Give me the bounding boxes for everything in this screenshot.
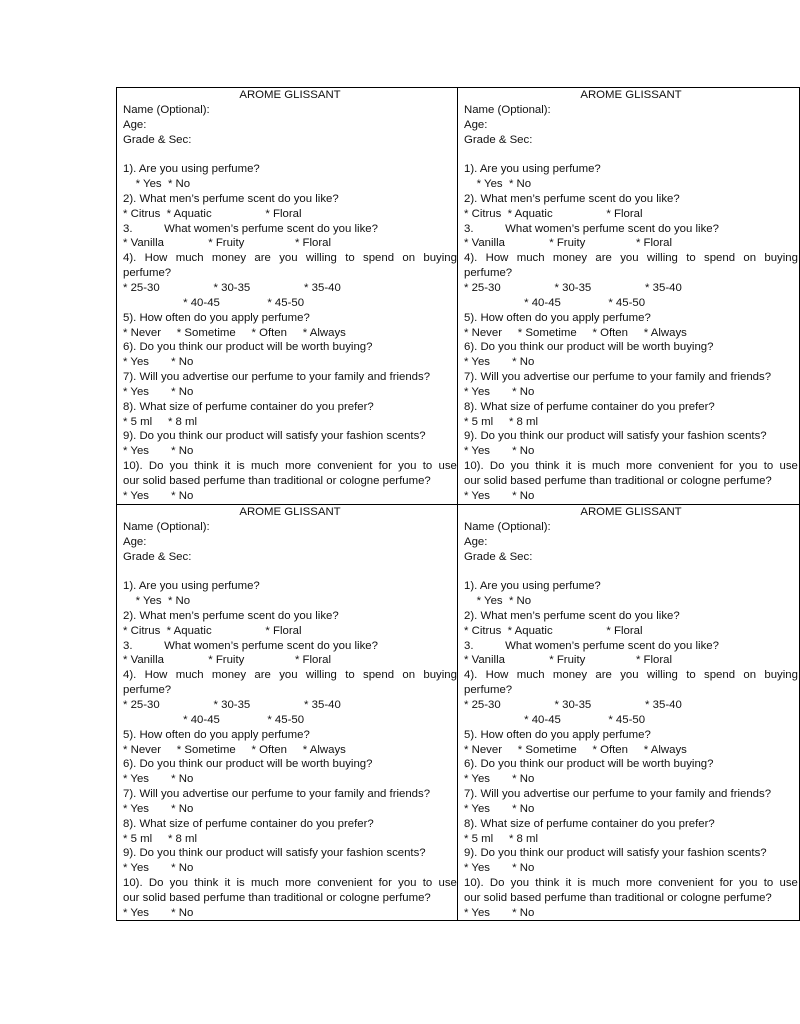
- word: think: [194, 877, 219, 890]
- word: willing: [305, 252, 337, 265]
- word: 10).: [123, 877, 143, 890]
- word: buying: [764, 252, 798, 265]
- question-2-options: * Citrus * Aquatic * Floral: [123, 624, 302, 637]
- word: to: [686, 669, 696, 682]
- word: to: [763, 460, 774, 473]
- word: 4).: [123, 669, 137, 682]
- question-10: [123, 876, 457, 891]
- survey-card-top-left: [123, 88, 457, 502]
- word: much: [175, 252, 204, 265]
- survey-card-bottom-left: [123, 505, 457, 919]
- word: use: [779, 460, 798, 473]
- question-4-options-row-1: * 25-30 * 30-35 * 35-40: [123, 281, 341, 294]
- word: 4).: [464, 669, 478, 682]
- question-5-options: * Never * Sometime * Often * Always: [123, 743, 346, 756]
- question-3-options: * Vanilla * Fruity * Floral: [464, 654, 673, 667]
- question-6-options: * Yes * No: [123, 773, 194, 786]
- question-5: 5). How often do you apply perfume?: [123, 311, 310, 324]
- question-1-options: * Yes * No: [464, 178, 532, 191]
- question-4-options-row-1: * 25-30 * 30-35 * 35-40: [464, 281, 682, 294]
- question-2-options: * Citrus * Aquatic * Floral: [464, 624, 643, 637]
- question-4-options-row-2: * 40-45 * 45-50: [464, 296, 646, 309]
- question-10-options: * Yes * No: [464, 906, 535, 919]
- question-2-options: * Citrus * Aquatic * Floral: [464, 207, 643, 220]
- word: it: [565, 460, 572, 473]
- question-5-options: * Never * Sometime * Often * Always: [123, 326, 346, 339]
- word: 4).: [123, 252, 137, 265]
- question-5: 5). How often do you apply perfume?: [464, 311, 651, 324]
- question-10-continued: our solid based perfume than traditional or cologne perfume?: [123, 474, 431, 487]
- word: buying: [423, 252, 457, 265]
- word: you: [739, 460, 758, 473]
- question-6: 6). Do you think our product will be worth buying?: [123, 758, 373, 771]
- question-10: [123, 459, 457, 474]
- name-label: Name (Optional):: [464, 103, 551, 116]
- word: 4).: [464, 252, 478, 265]
- question-7-options: * Yes * No: [123, 385, 194, 398]
- question-7: 7). Will you advertise our perfume to your family and friends?: [123, 371, 431, 384]
- blank-line: [123, 564, 457, 579]
- question-6-options: * Yes * No: [123, 356, 194, 369]
- word: on: [743, 252, 757, 265]
- question-6: 6). Do you think our product will be worth buying?: [464, 341, 714, 354]
- question-4-continued: perfume?: [464, 684, 513, 697]
- word: for: [378, 460, 392, 473]
- question-2: 2). What men’s perfume scent do you like?: [464, 609, 680, 622]
- word: Do: [148, 460, 164, 473]
- word: willing: [646, 252, 678, 265]
- question-3-options: * Vanilla * Fruity * Floral: [464, 237, 673, 250]
- word: willing: [646, 669, 678, 682]
- word: to: [422, 460, 433, 473]
- question-8-options: * 5 ml * 8 ml: [464, 832, 539, 845]
- word: much: [175, 669, 204, 682]
- question-4: [123, 668, 457, 683]
- word: money: [211, 252, 247, 265]
- question-10-options: * Yes * No: [123, 489, 194, 502]
- title: AROME GLISSANT: [580, 506, 682, 518]
- question-10-continued: our solid based perfume than traditional or cologne perfume?: [464, 474, 772, 487]
- word: buying: [423, 669, 457, 682]
- question-4-options-row-2: * 40-45 * 45-50: [123, 296, 305, 309]
- blank-line: [464, 147, 798, 162]
- word: buying: [764, 669, 798, 682]
- word: 10).: [123, 460, 143, 473]
- word: for: [719, 460, 733, 473]
- survey-sheet: [116, 87, 798, 921]
- question-8-options: * 5 ml * 8 ml: [123, 415, 198, 428]
- question-3: 3. What women’s perfume scent do you like?: [464, 639, 719, 652]
- word: to: [345, 669, 355, 682]
- question-4-options-row-1: * 25-30 * 30-35 * 35-40: [123, 698, 341, 711]
- word: more: [285, 877, 312, 890]
- grade-section-label: Grade & Sec:: [464, 550, 533, 563]
- word: Do: [489, 877, 505, 890]
- question-5-options: * Never * Sometime * Often * Always: [464, 743, 687, 756]
- question-8: 8). What size of perfume container do you prefer?: [123, 400, 374, 413]
- question-3: 3. What women’s perfume scent do you like?: [123, 639, 378, 652]
- word: you: [510, 460, 530, 473]
- question-7-options: * Yes * No: [464, 385, 535, 398]
- question-8: 8). What size of perfume container do you prefer?: [464, 400, 715, 413]
- word: on: [743, 669, 757, 682]
- word: use: [779, 877, 798, 890]
- blank-line: [464, 564, 798, 579]
- grade-section-label: Grade & Sec:: [123, 133, 192, 146]
- name-label: Name (Optional):: [123, 103, 210, 116]
- question-5: 5). How often do you apply perfume?: [123, 728, 310, 741]
- word: much: [250, 877, 279, 890]
- word: spend: [363, 252, 395, 265]
- word: more: [626, 460, 653, 473]
- question-3-options: * Vanilla * Fruity * Floral: [123, 237, 332, 250]
- word: you: [398, 877, 417, 890]
- word: it: [224, 460, 231, 473]
- word: convenient: [317, 877, 373, 890]
- word: you: [620, 252, 639, 265]
- question-7-options: * Yes * No: [464, 802, 535, 815]
- word: are: [254, 669, 271, 682]
- blank-line: [123, 147, 457, 162]
- word: Do: [148, 877, 164, 890]
- word: you: [169, 877, 189, 890]
- question-2: 2). What men’s perfume scent do you like?: [464, 192, 680, 205]
- word: money: [211, 669, 247, 682]
- word: you: [739, 877, 758, 890]
- question-8-options: * 5 ml * 8 ml: [464, 415, 539, 428]
- word: it: [224, 877, 231, 890]
- question-1: 1). Are you using perfume?: [464, 163, 601, 176]
- word: think: [535, 460, 560, 473]
- question-2: 2). What men’s perfume scent do you like?: [123, 609, 339, 622]
- word: How: [144, 669, 168, 682]
- question-10: [464, 876, 798, 891]
- word: convenient: [317, 460, 373, 473]
- question-4-continued: perfume?: [464, 267, 513, 280]
- question-9-options: * Yes * No: [123, 445, 194, 458]
- word: to: [763, 877, 774, 890]
- question-7-options: * Yes * No: [123, 802, 194, 815]
- question-10-options: * Yes * No: [464, 489, 535, 502]
- question-6-options: * Yes * No: [464, 773, 535, 786]
- word: think: [535, 877, 560, 890]
- word: much: [591, 877, 620, 890]
- question-9-options: * Yes * No: [123, 862, 194, 875]
- word: How: [485, 252, 509, 265]
- word: How: [144, 252, 168, 265]
- survey-card-bottom-right: [464, 505, 798, 919]
- question-4-options-row-2: * 40-45 * 45-50: [123, 713, 305, 726]
- age-label: Age:: [464, 118, 488, 131]
- title: AROME GLISSANT: [239, 506, 341, 518]
- question-10: [464, 459, 798, 474]
- question-9: 9). Do you think our product will satisfy your fashion scents?: [123, 847, 426, 860]
- word: money: [552, 669, 588, 682]
- title: AROME GLISSANT: [239, 89, 341, 101]
- question-3: 3. What women’s perfume scent do you like?: [464, 222, 719, 235]
- word: for: [719, 877, 733, 890]
- word: are: [595, 252, 612, 265]
- word: is: [577, 460, 586, 473]
- question-4: [464, 251, 798, 266]
- word: more: [285, 460, 312, 473]
- word: convenient: [658, 460, 714, 473]
- word: you: [169, 460, 189, 473]
- question-6: 6). Do you think our product will be worth buying?: [123, 341, 373, 354]
- word: more: [626, 877, 653, 890]
- grade-section-label: Grade & Sec:: [123, 550, 192, 563]
- word: you: [279, 669, 298, 682]
- question-6-options: * Yes * No: [464, 356, 535, 369]
- word: much: [591, 460, 620, 473]
- word: use: [438, 460, 457, 473]
- word: you: [510, 877, 530, 890]
- age-label: Age:: [123, 535, 147, 548]
- word: 10).: [464, 877, 484, 890]
- question-2-options: * Citrus * Aquatic * Floral: [123, 207, 302, 220]
- word: 10).: [464, 460, 484, 473]
- age-label: Age:: [464, 535, 488, 548]
- word: are: [254, 252, 271, 265]
- question-4-options-row-1: * 25-30 * 30-35 * 35-40: [464, 698, 682, 711]
- question-4: [464, 668, 798, 683]
- question-9-options: * Yes * No: [464, 862, 535, 875]
- word: much: [516, 252, 545, 265]
- question-3-options: * Vanilla * Fruity * Floral: [123, 654, 332, 667]
- word: is: [577, 877, 586, 890]
- question-1: 1). Are you using perfume?: [123, 580, 260, 593]
- word: to: [686, 252, 696, 265]
- word: spend: [704, 252, 736, 265]
- question-3: 3. What women’s perfume scent do you like?: [123, 222, 378, 235]
- word: you: [620, 669, 639, 682]
- question-8: 8). What size of perfume container do you prefer?: [123, 817, 374, 830]
- question-10-continued: our solid based perfume than traditional or cologne perfume?: [464, 891, 772, 904]
- question-7: 7). Will you advertise our perfume to your family and friends?: [464, 371, 772, 384]
- word: use: [438, 877, 457, 890]
- grade-section-label: Grade & Sec:: [464, 133, 533, 146]
- question-7: 7). Will you advertise our perfume to your family and friends?: [464, 788, 772, 801]
- question-1-options: * Yes * No: [123, 595, 191, 608]
- word: is: [236, 877, 245, 890]
- word: spend: [363, 669, 395, 682]
- question-9: 9). Do you think our product will satisfy your fashion scents?: [464, 847, 767, 860]
- question-8: 8). What size of perfume container do you prefer?: [464, 817, 715, 830]
- title: AROME GLISSANT: [580, 89, 682, 101]
- word: on: [402, 252, 416, 265]
- question-1: 1). Are you using perfume?: [464, 580, 601, 593]
- word: you: [398, 460, 417, 473]
- word: to: [422, 877, 433, 890]
- word: convenient: [658, 877, 714, 890]
- question-9: 9). Do you think our product will satisfy your fashion scents?: [464, 430, 767, 443]
- word: are: [595, 669, 612, 682]
- word: much: [516, 669, 545, 682]
- question-5: 5). How often do you apply perfume?: [464, 728, 651, 741]
- question-6: 6). Do you think our product will be worth buying?: [464, 758, 714, 771]
- question-7: 7). Will you advertise our perfume to your family and friends?: [123, 788, 431, 801]
- word: on: [402, 669, 416, 682]
- question-4-continued: perfume?: [123, 267, 172, 280]
- word: How: [485, 669, 509, 682]
- question-10-continued: our solid based perfume than traditional or cologne perfume?: [123, 891, 431, 904]
- question-9-options: * Yes * No: [464, 445, 535, 458]
- question-9: 9). Do you think our product will satisfy your fashion scents?: [123, 430, 426, 443]
- question-10-options: * Yes * No: [123, 906, 194, 919]
- question-4-options-row-2: * 40-45 * 45-50: [464, 713, 646, 726]
- name-label: Name (Optional):: [123, 520, 210, 533]
- word: spend: [704, 669, 736, 682]
- name-label: Name (Optional):: [464, 520, 551, 533]
- question-8-options: * 5 ml * 8 ml: [123, 832, 198, 845]
- question-4: [123, 251, 457, 266]
- word: it: [565, 877, 572, 890]
- word: to: [345, 252, 355, 265]
- question-4-continued: perfume?: [123, 684, 172, 697]
- question-1-options: * Yes * No: [464, 595, 532, 608]
- word: for: [378, 877, 392, 890]
- question-1-options: * Yes * No: [123, 178, 191, 191]
- question-5-options: * Never * Sometime * Often * Always: [464, 326, 687, 339]
- word: Do: [489, 460, 505, 473]
- word: much: [250, 460, 279, 473]
- word: is: [236, 460, 245, 473]
- word: you: [279, 252, 298, 265]
- age-label: Age:: [123, 118, 147, 131]
- word: money: [552, 252, 588, 265]
- survey-card-top-right: [464, 88, 798, 502]
- word: willing: [305, 669, 337, 682]
- question-2: 2). What men’s perfume scent do you like?: [123, 192, 339, 205]
- question-1: 1). Are you using perfume?: [123, 163, 260, 176]
- word: think: [194, 460, 219, 473]
